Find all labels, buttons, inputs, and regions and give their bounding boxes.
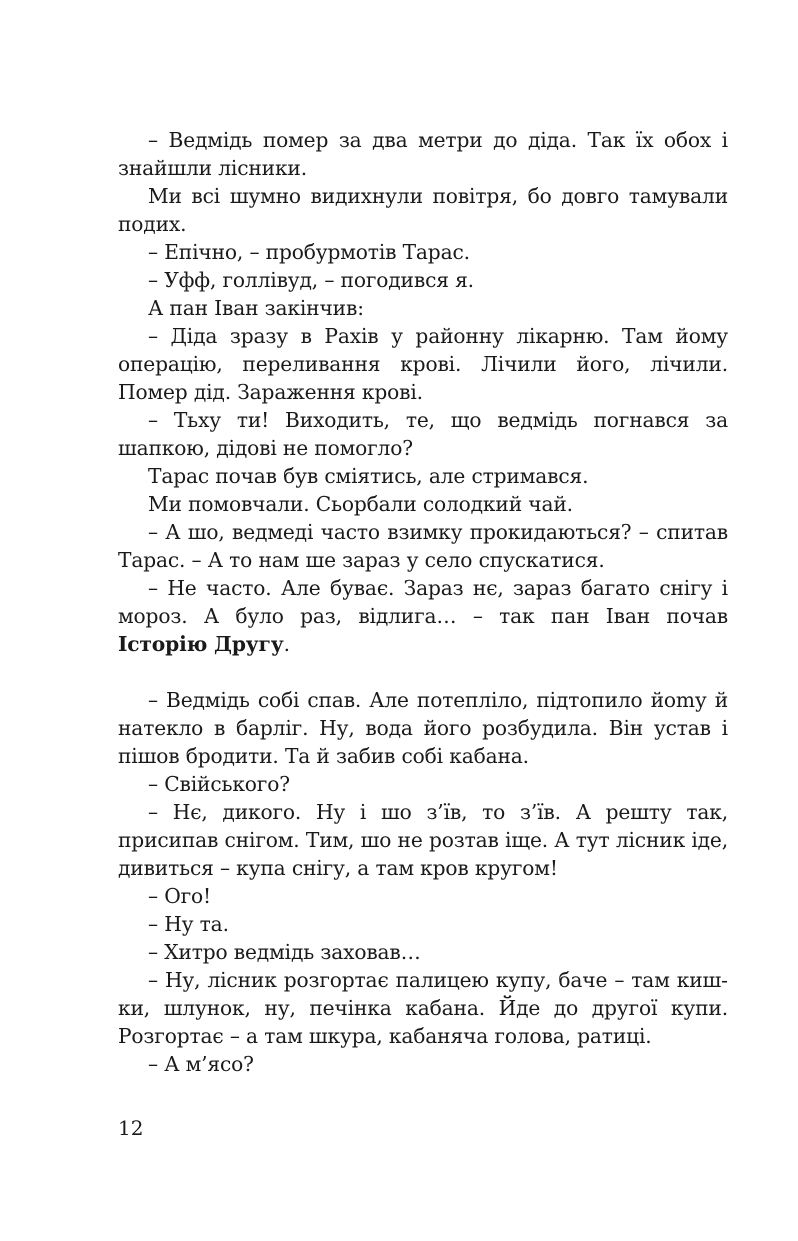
text-section-1 <box>118 126 728 658</box>
paragraph: – А шо, ведмеді часто взимку прокидаються? – спитав Тарас. – А то нам ше зараз у село спускатися. <box>118 520 728 572</box>
paragraph: Ми всі шумно видихнули повітря, бо довго тамували подих. <box>118 184 728 236</box>
paragraph: – Хитро ведмідь заховав… <box>148 940 421 964</box>
paragraph: – Ого! <box>148 884 212 908</box>
text-section-2 <box>118 686 728 1078</box>
paragraph: – А м’ясо? <box>148 1052 254 1076</box>
paragraph: – Ну, лісник розгортає палицею купу, баче – там кишки, шлунок, ну, печінка кабана. Йде до другої купи. Розгортає – а там шкура, кабаняча голова, ратиці. <box>118 968 728 1048</box>
page-number: 12 <box>118 1116 144 1140</box>
paragraph-text: . <box>283 632 290 656</box>
paragraph: – Ну та. <box>148 912 229 936</box>
paragraph: – Діда зразу в Рахів у районну лікарню. Там йому операцію, переливання крові. Лічили його, лічили. Помер дід. Зараження крові. <box>118 324 728 404</box>
paragraph: – Ведмідь помер за два метри до діда. Так їх обох і знайшли лісники. <box>118 128 728 180</box>
paragraph-with-title <box>118 574 728 658</box>
paragraph: – Свійського? <box>148 772 290 796</box>
paragraph: Тарас почав був сміятись, але стримався. <box>148 464 589 488</box>
paragraph: – Ведмідь собі спав. Але потепліло, підтопило йоmу й натекло в барліг. Ну, вода його розбудила. Він устав і пішов бродити. Та й забив собі кабана. <box>118 688 728 768</box>
paragraph: – Нє, дикого. Ну і шо з’їв, то з’їв. А решту так, присипав снігом. Тим, шо не розтав іще. А тут лісник іде, дивиться – купа снігу, а там кров кругом! <box>118 800 728 880</box>
paragraph: – Епічно, – пробурмотів Тарас. <box>148 240 470 264</box>
paragraph-text: – Не часто. Але буває. Зараз нє, зараз багато снігу і мороз. А було раз, відлига… – так пан Іван почав <box>118 576 728 628</box>
story-title: Історію Другу <box>118 632 284 656</box>
paragraph: – Уфф, голлівуд, – погодився я. <box>148 268 474 292</box>
paragraph: А пан Іван закінчив: <box>148 296 364 320</box>
paragraph: – Тьху ти! Виходить, те, що ведмідь погнався за шапкою, дідові не помогло? <box>118 408 728 460</box>
paragraph: Ми помовчали. Сьорбали солодкий чай. <box>148 492 573 516</box>
